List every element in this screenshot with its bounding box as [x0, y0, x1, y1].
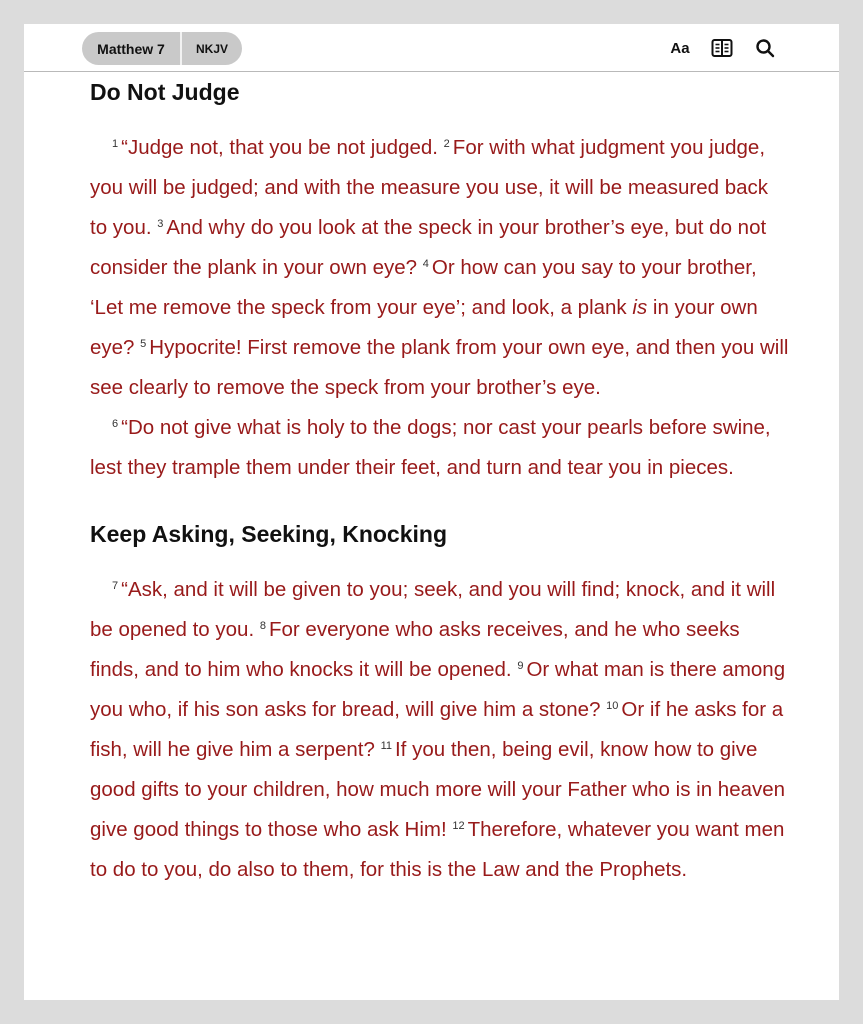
chapter-version-selector — [82, 32, 242, 65]
verse-number: 10 — [606, 700, 619, 712]
verse-number: 2 — [443, 138, 450, 150]
verse-text[interactable]: “Do not give what is holy to the dogs; nor cast your pearls before swine, lest they trample them under their feet, and turn and tear you in pieces. — [90, 416, 771, 479]
verse-text[interactable]: If you then, being evil, know how to give good gifts to your children, how much more will your Father who is in heaven give good things to those who ask Him! — [90, 738, 786, 841]
verse-number: 4 — [422, 258, 429, 270]
verse-number: 7 — [112, 580, 119, 592]
top-toolbar — [24, 24, 839, 72]
book-icon[interactable] — [710, 36, 734, 60]
verse-text[interactable]: Hypocrite! First remove the plank from your own eye, and then you will see clearly to remove the speck from your brother’s eye. — [90, 336, 789, 399]
version-selector-button[interactable]: NKJV — [195, 41, 228, 56]
verse-number: 3 — [157, 218, 164, 230]
verse-text[interactable]: Or if he asks for a fish, will he give him a serpent? — [90, 698, 784, 761]
search-icon[interactable] — [753, 36, 777, 60]
verse-number: 9 — [517, 660, 524, 672]
verse-text[interactable]: For with what judgment you judge, you will be judged; and with the measure you use, it will be measured back to you. — [90, 136, 769, 239]
verse-text-part: Or how can you say to your brother, ‘Let me remove the speck from your eye’; and look, a plank — [90, 256, 757, 319]
paragraph — [90, 408, 790, 488]
verse-number: 6 — [112, 418, 119, 430]
section-heading: Keep Asking, Seeking, Knocking — [90, 521, 448, 547]
text-size-icon[interactable]: Aa — [670, 39, 690, 57]
verse-number: 8 — [259, 620, 266, 632]
verse-text[interactable]: And why do you look at the speck in your brother’s eye, but do not consider the plank in your own eye? — [90, 216, 767, 279]
verse-number: 11 — [380, 740, 392, 752]
verse-number: 5 — [140, 338, 147, 350]
chapter-content — [90, 72, 790, 890]
reader-page — [24, 24, 839, 1000]
section-heading: Do Not Judge — [90, 79, 240, 105]
verse-text[interactable]: Therefore, whatever you want men to do to you, do also to them, for this is the Law and the Prophets. — [90, 818, 785, 881]
paragraph — [90, 128, 790, 408]
verse-text[interactable]: Or what man is there among you who, if his son asks for bread, will give him a stone? — [90, 658, 786, 721]
verse-text[interactable]: “Judge not, that you be not judged. — [121, 136, 444, 159]
verse-text[interactable]: For everyone who asks receives, and he who seeks finds, and to him who knocks it will be opened. — [90, 618, 740, 681]
verse-number: 1 — [112, 138, 119, 150]
verse-text-part: in your own eye? — [90, 296, 758, 359]
verse-text[interactable]: “Ask, and it will be given to you; seek, and you will find; knock, and it will be opened to you. — [90, 578, 776, 641]
verse-number: 12 — [452, 820, 465, 832]
paragraph — [90, 570, 790, 890]
chapter-selector-button[interactable]: Matthew 7 — [97, 40, 165, 57]
italic-word: is — [632, 296, 648, 319]
